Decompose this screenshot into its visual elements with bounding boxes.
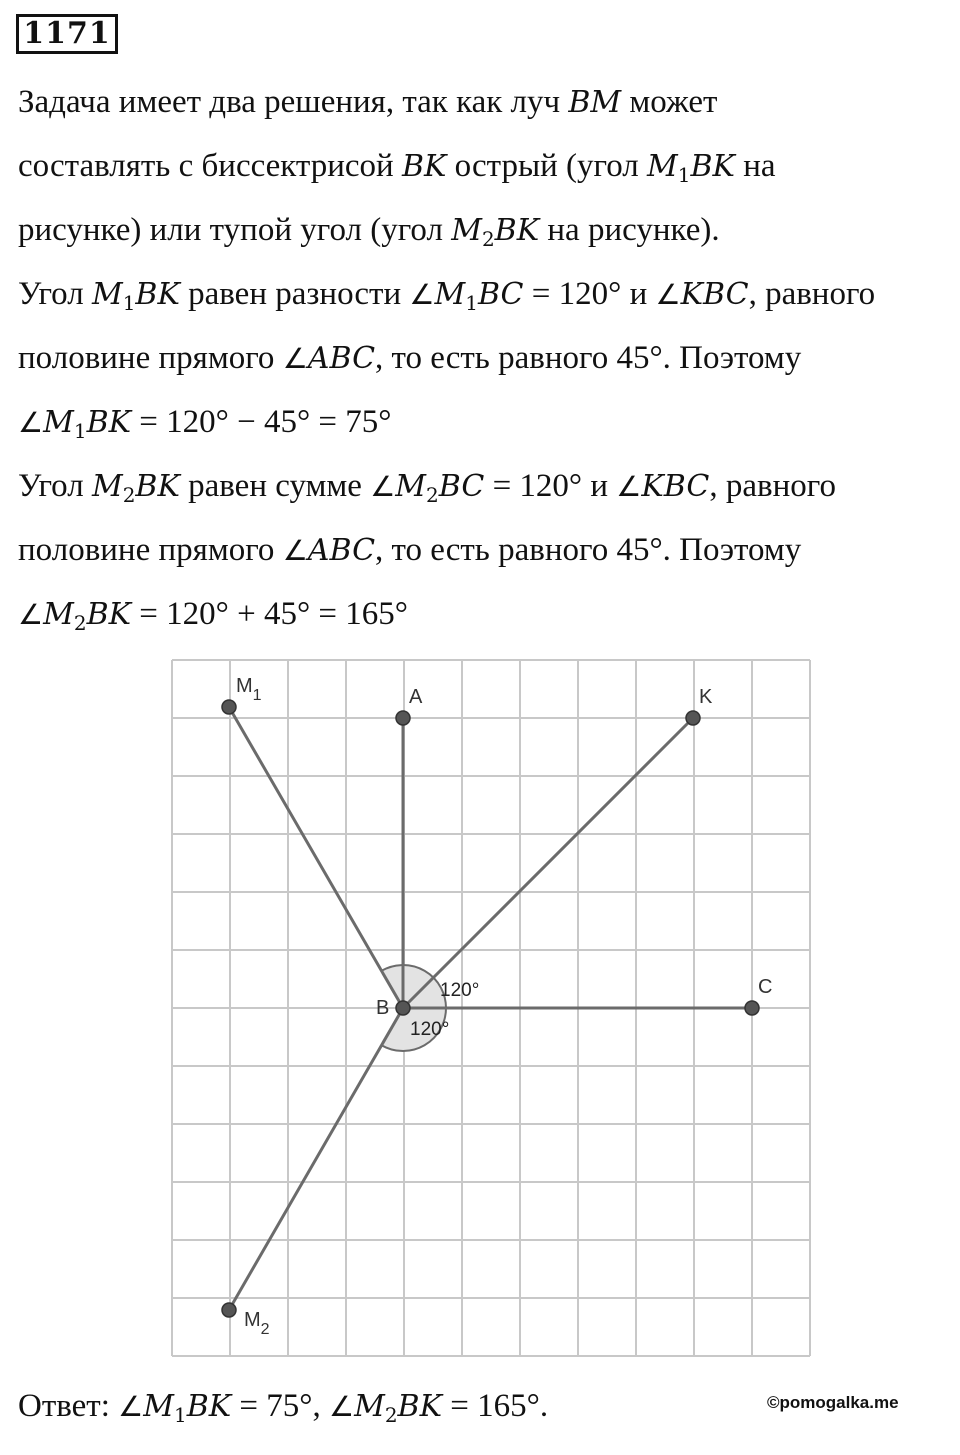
line-8-text: , то есть равного 45°. Поэтому	[375, 532, 802, 568]
answer-math: BK	[186, 1389, 232, 1424]
line-7-angle-symbol: ∠	[370, 470, 396, 503]
line-7-text: = 120° и	[484, 468, 617, 504]
line-5-text: , то есть равного 45°. Поэтому	[375, 340, 802, 376]
line-9-angle-symbol: ∠	[18, 598, 44, 631]
label-letter: K	[699, 686, 713, 708]
label-subscript: 1	[252, 687, 262, 704]
answer-subscript: 1	[173, 1403, 187, 1427]
line-7-math: KBC	[641, 469, 710, 504]
line-4-text: = 120° и	[523, 276, 656, 312]
answer-math: M	[143, 1389, 174, 1424]
line-1-math: BM	[568, 85, 622, 120]
line-3-subscript: 2	[481, 227, 495, 251]
line-4-subscript: 1	[122, 291, 136, 315]
line-7-math: M	[91, 469, 123, 504]
line-5-text: половине прямого	[18, 340, 283, 376]
line-4-math: KBC	[680, 277, 749, 312]
label-letter: C	[758, 976, 773, 998]
answer-line	[18, 1386, 548, 1435]
line-6-angle-symbol: ∠	[18, 406, 44, 439]
label-letter: A	[409, 686, 423, 708]
line-6-math: BK	[86, 405, 132, 440]
line-7-angle-symbol: ∠	[616, 470, 642, 503]
angle-label-upper: 120°	[440, 980, 480, 1001]
line-6-math: M	[43, 405, 74, 440]
answer-text: Ответ:	[18, 1388, 119, 1424]
line-4-subscript: 1	[465, 291, 478, 315]
line-2-math: BK	[401, 149, 447, 184]
line-4-text: Угол	[18, 276, 92, 312]
segment-b-k	[403, 718, 693, 1008]
label-c	[758, 976, 772, 998]
credit-watermark: ©pomogalka.me	[767, 1393, 899, 1412]
line-2-subscript: 1	[677, 163, 691, 187]
segment-b-m1	[229, 707, 403, 1008]
point-c	[745, 1001, 759, 1015]
line-3-text: на рисунке).	[539, 212, 720, 248]
label-letter: B	[376, 997, 390, 1019]
answer-text: = 165°.	[442, 1388, 549, 1424]
point-m1	[222, 700, 236, 714]
answer-math: BK	[397, 1389, 443, 1424]
line-2-text: острый (угол	[446, 148, 648, 184]
line-4-text: равен разности	[179, 276, 410, 312]
label-m2	[244, 1309, 270, 1338]
line-3-math: M	[451, 213, 482, 248]
label-a	[409, 686, 423, 708]
line-8-angle-symbol: ∠	[282, 534, 308, 567]
line-4-math: BC	[477, 277, 524, 312]
point-m2	[222, 1303, 236, 1317]
answer-math: M	[354, 1389, 385, 1424]
line-2-text: на	[734, 148, 776, 184]
line-5-math: ABC	[307, 341, 376, 376]
line-6-text: = 120° − 45° = 75°	[131, 404, 392, 440]
line-7-text: Угол	[18, 468, 92, 504]
line-4-math: BK	[135, 277, 180, 312]
line-6-subscript: 1	[73, 419, 87, 443]
point-k	[686, 711, 700, 725]
line-9-math: BK	[86, 597, 132, 632]
line-4-math: M	[91, 277, 123, 312]
line-2-text: составлять с биссектрисой	[18, 148, 402, 184]
line-9-subscript: 2	[73, 611, 87, 635]
answer-text: = 75°,	[231, 1388, 329, 1424]
line-7-subscript: 2	[426, 483, 439, 507]
line-9-text: = 120° + 45° = 165°	[131, 596, 408, 632]
line-5-angle-symbol: ∠	[282, 342, 308, 375]
line-3-text: рисунке) или тупой угол (угол	[18, 212, 452, 248]
label-subscript: 2	[260, 1321, 270, 1338]
line-7-math: M	[395, 469, 427, 504]
point-b	[396, 1001, 410, 1015]
label-k	[699, 686, 713, 708]
label-b	[376, 997, 389, 1019]
line-7-math: BC	[438, 469, 485, 504]
line-4-text: , равного	[748, 276, 876, 312]
answer-angle-symbol: ∠	[118, 1390, 144, 1423]
line-4-angle-symbol: ∠	[409, 278, 435, 311]
problem-number: 1171	[16, 14, 118, 54]
line-7-math: BK	[135, 469, 180, 504]
line-8-text: половине прямого	[18, 532, 283, 568]
answer-subscript: 2	[384, 1403, 398, 1427]
line-1-text: может	[621, 84, 718, 120]
point-a	[396, 711, 410, 725]
line-2-math: BK	[690, 149, 735, 184]
label-letter: M	[236, 675, 253, 697]
line-7-subscript: 2	[122, 483, 136, 507]
line-4-angle-symbol: ∠	[655, 278, 681, 311]
label-letter: M	[244, 1309, 261, 1331]
answer-angle-symbol: ∠	[328, 1390, 355, 1423]
angle-label-lower: 120°	[410, 1019, 450, 1040]
label-m1	[236, 675, 262, 704]
line-3-math: BK	[494, 213, 540, 248]
line-9-math: M	[43, 597, 74, 632]
line-2-math: M	[647, 149, 678, 184]
line-1-text: Задача имеет два решения, так как луч	[18, 84, 569, 120]
line-8-math: ABC	[307, 533, 376, 568]
segment-b-m2	[229, 1008, 403, 1310]
line-7-text: равен сумме	[179, 468, 371, 504]
line-7-text: , равного	[709, 468, 836, 504]
line-4-math: M	[434, 277, 466, 312]
